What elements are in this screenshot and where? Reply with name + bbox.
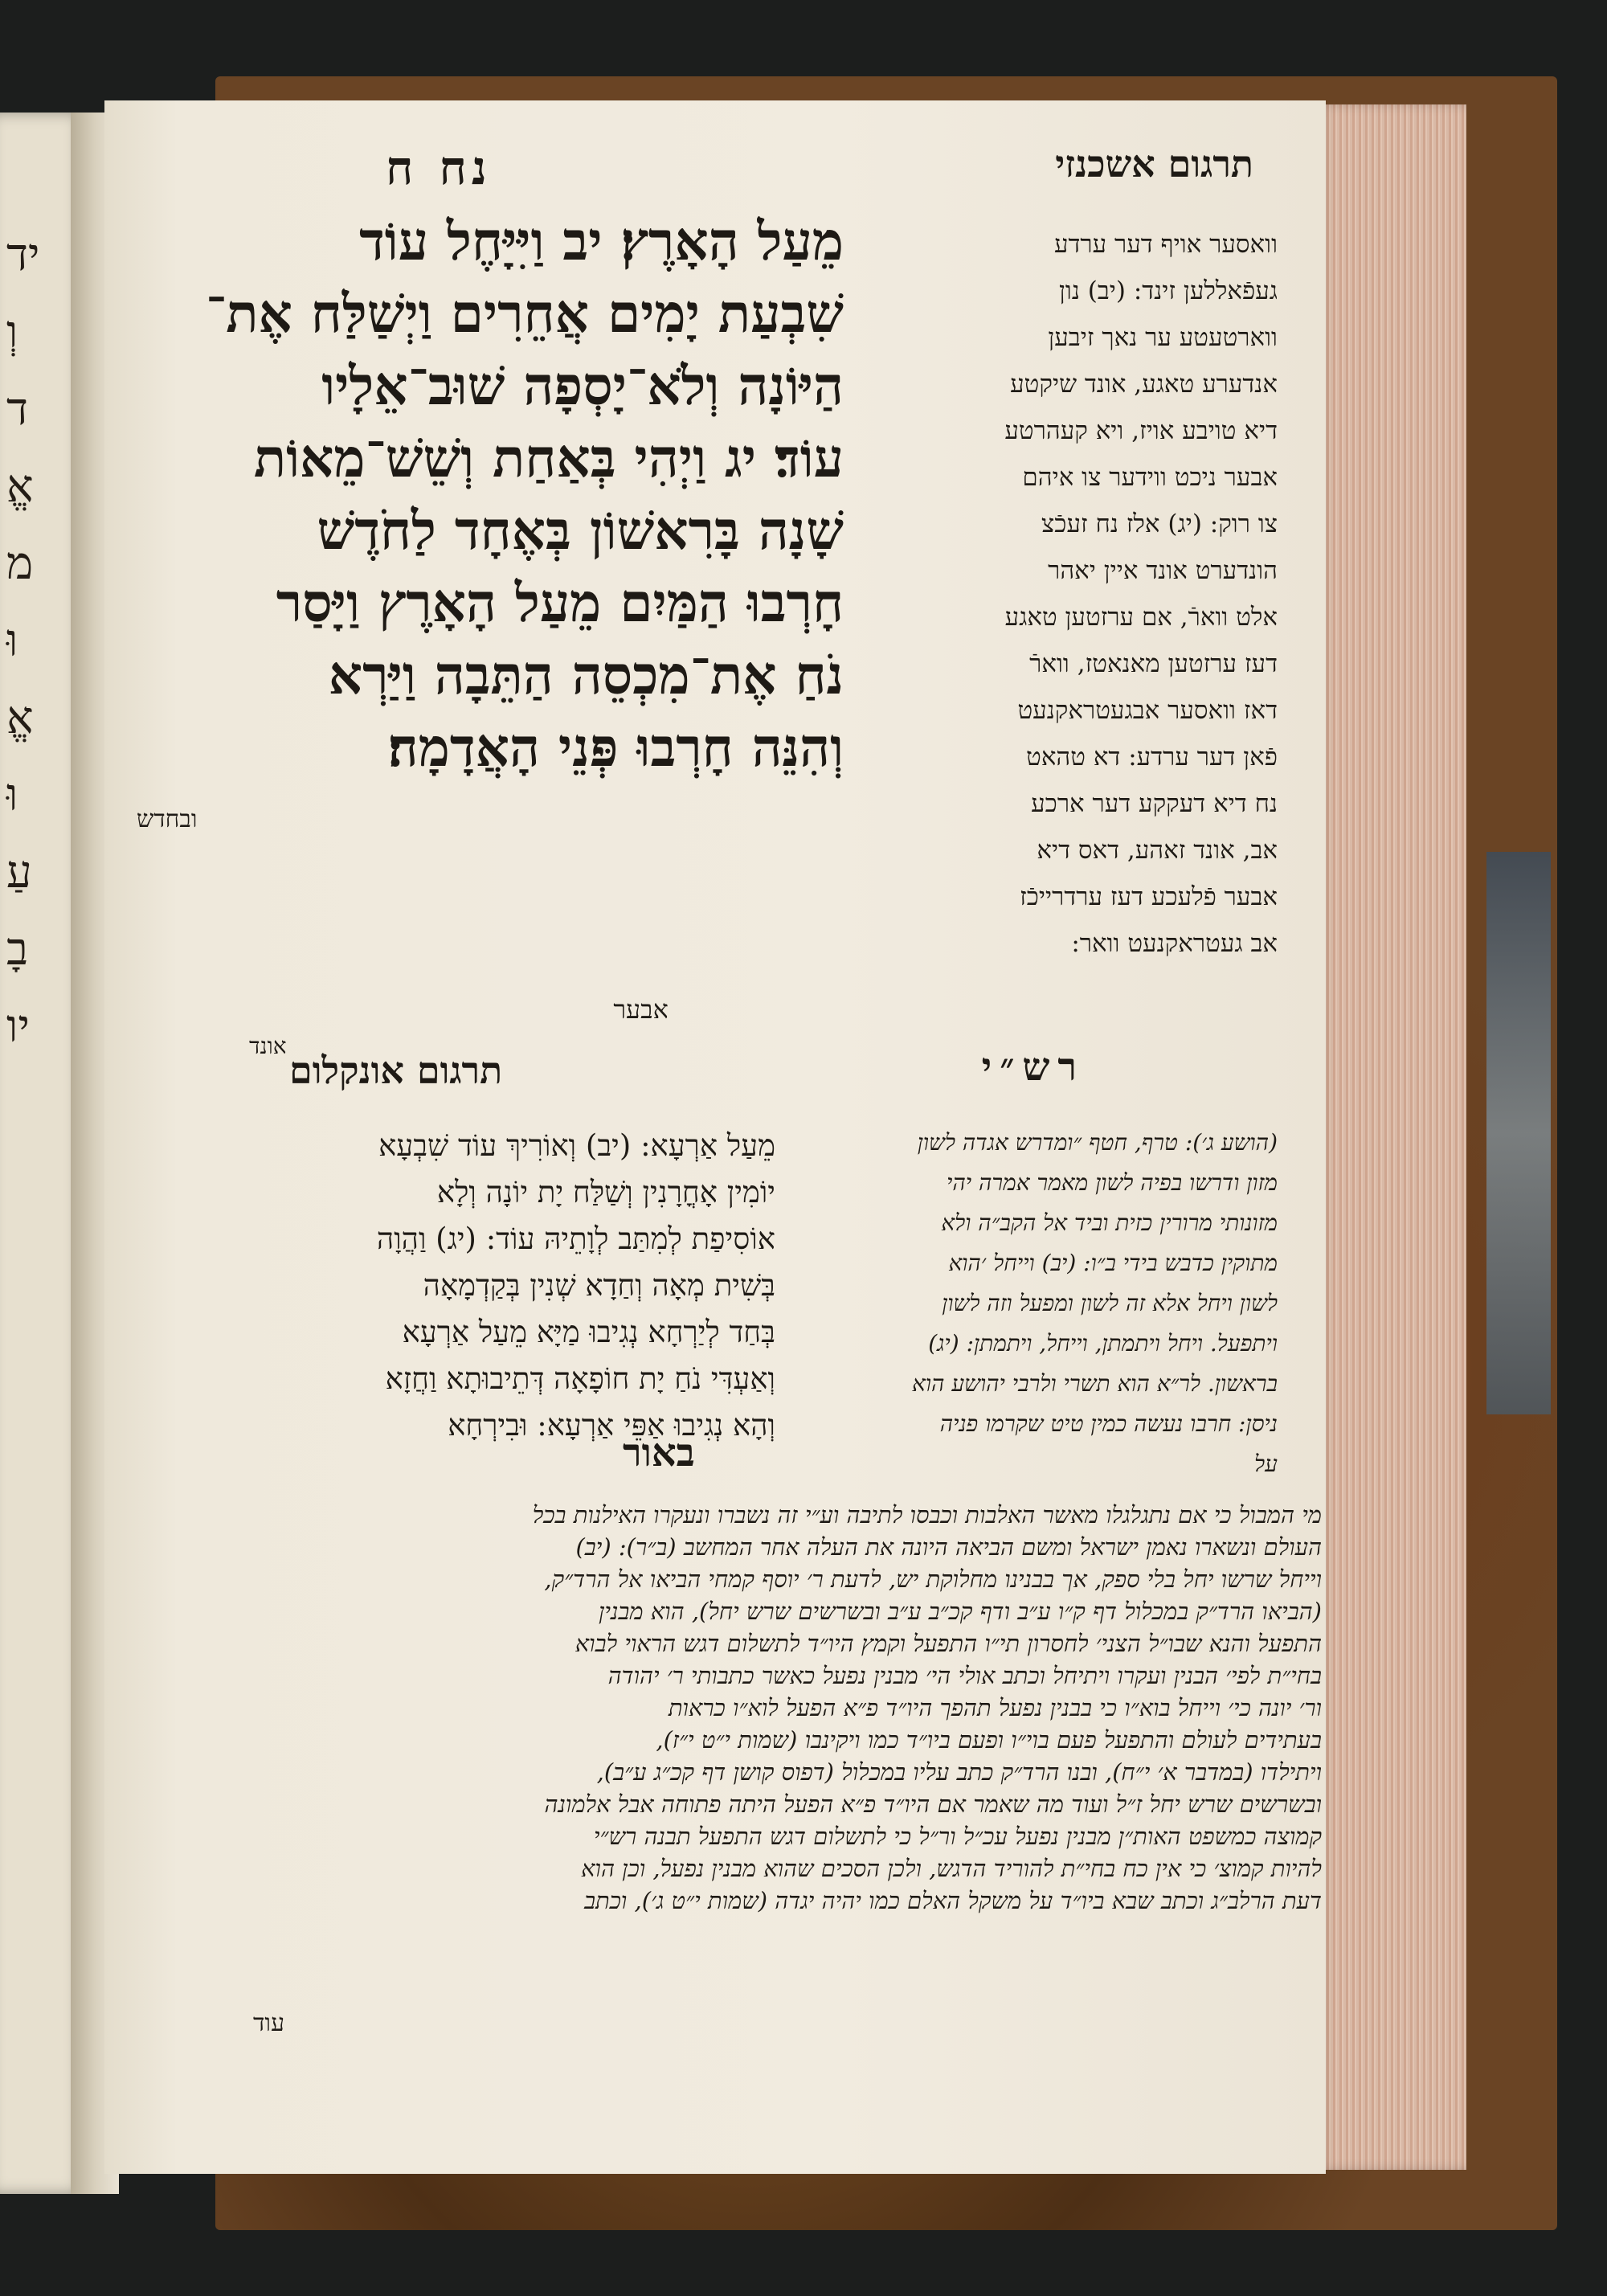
translation-line: דאז וואסער אבגעטראקנעט	[1017, 696, 1278, 725]
biur-line: (הביאו הרד״ק במכלול דף ק״ו ע״ב ודף קכ״ב ע״ב ובשרשים שרש יחל), הוא מבנין	[598, 1598, 1322, 1625]
rashi-commentary	[779, 1123, 1278, 1484]
onkelos-heading: תרגום אונקלום	[289, 1049, 503, 1092]
verse-line: נֹחַ אֶת־מִכְסֵה הַתֵּבָה וַיַּרְא	[328, 644, 844, 706]
rashi-line: על	[1254, 1451, 1278, 1477]
running-head-chapter: נח ח	[386, 141, 492, 195]
translation-line: אב, אונד זאהע, דאס דיא	[1037, 836, 1278, 865]
biur-line: דעת הרלב״ג וכתב שבא ביו״ד על משקל האלם כמו יהיה יגדה (שמות י״ט ג׳), וכתב	[584, 1887, 1322, 1914]
left-fragment: יד	[6, 229, 40, 281]
verse-line: עוֹד׃ יג וַיְהִי בְּאַחַת וְשֵׁשׁ־מֵאוֹת	[253, 427, 844, 489]
running-head-title: תרגום אשכנזי	[1055, 142, 1253, 186]
translation-line: אבער פֿלעכע דעז ערדרייכֿז	[1020, 882, 1278, 911]
rashi-heading: רש״י	[981, 1045, 1085, 1090]
rashi-line: מזונותי מרורין כזית וביד אל הקב״ה ולא	[941, 1209, 1278, 1236]
biur-line: וייחל שרשו יחל בלי ספק, אך בבנינו מחלוקת יש, לדעת ר׳ יוסף קמחי הביאו אל הרד״ק,	[544, 1565, 1322, 1593]
left-fragment: ד	[6, 383, 28, 436]
rashi-line: (הושע ג׳): טרף, חטף ״ומדרש אגדה לשון	[917, 1129, 1278, 1156]
biur-commentary	[165, 1499, 1322, 1917]
right-page	[104, 100, 1326, 2174]
translation-line: צו רוק: (יג) אלז נח זעכֿצ	[1041, 510, 1278, 538]
verse-line: וְהִנֵּה חָרְבוּ פְּנֵי הָאֲדָמָה׃	[387, 716, 844, 779]
translation-line: דיא טויבע אויז, ויא קעהרטע	[1004, 416, 1278, 445]
left-fragment: אֱ	[6, 692, 34, 744]
verse-catchword: ובחדש	[137, 805, 198, 833]
translation-line: הונדערט אונד איין יאהר	[1048, 556, 1278, 585]
rashi-line: מתוקין כדבש בידי ב״ו: (יב) וייחל ׳הוא	[948, 1250, 1278, 1276]
onkelos-line: וְהָא נְגִיבוּ אַפֵּי אַרְעָא: וּבִירְחָא	[448, 1408, 775, 1443]
biur-line: קמוצה כמשפט האות״ן מבנין נפעל עכ״ל ור״ל כי לתשלום דגש התפעל תבנה רש״י	[593, 1823, 1322, 1850]
onkelos-line: וְאַעְדִּי נֹחַ יָת חוֹפָאָה דְּתֵיבוּתָא וַחֲזָא	[385, 1361, 775, 1396]
left-page-text	[6, 217, 71, 1066]
onkelos-line: אוֹסִיפַת לְמִתַּב לְוָתֵיהּ עוֹד: (יג) וַהֲוָה	[376, 1222, 775, 1256]
biur-line: ור׳ יונה כי׳ וייחל בוא״ו כי בבנין נפעל תהפך היו״ד פ״א הפעל לוא״ו כראות	[668, 1694, 1322, 1721]
left-fragment: יו	[6, 1001, 31, 1053]
left-fragment: עַ	[6, 846, 32, 898]
translation-line: אב געטראקנעט וואר:	[1071, 929, 1278, 958]
biur-heading: באור	[623, 1430, 695, 1475]
onkelos-text	[165, 1123, 775, 1449]
german-translation-column	[860, 221, 1278, 967]
left-fragment: אֱ	[6, 460, 34, 513]
verse-line: שִׁבְעַת יָמִים אֲחֵרִים וַיְשַׁלַּח אֶת־	[205, 282, 844, 345]
hebrew-verse-text	[137, 205, 844, 856]
translation-line: אלט ווארֿ, אם ערזטען טאגע	[1004, 603, 1278, 632]
biur-line: מי המבול כי אם נתגלגלו מאשר האלבות וכבסו לתיבה וע״י זה נשברו ונעקרו האילנות בכל	[532, 1501, 1322, 1529]
onkelos-line: מֵעַל אַרְעָא: (יב) וְאוֹרִיךְ עוֹד שִׁבְעָא	[378, 1128, 775, 1163]
left-fragment: וְ	[6, 306, 18, 358]
translation-line: נח דיא דעקקע דער ארכע	[1031, 789, 1278, 818]
rashi-line: ניסן: חרבו נעשה כמין טיט שקרמו פניה	[939, 1410, 1278, 1437]
rashi-line: בראשון. לר״א הוא תשרי ולרבי יהושע הוא	[912, 1370, 1278, 1397]
translation-line: דעז ערזטען מאנאטז, ווארֿ	[1029, 649, 1278, 678]
left-fragment: מ	[6, 538, 34, 590]
rashi-line: ויתפעל. ויחל ויתמתן, וייחל, ויתמתן: (יג)	[928, 1330, 1278, 1357]
marbled-edge	[1486, 852, 1551, 1414]
translation-line: אבער ניכט ווידער צו איהם	[1022, 463, 1278, 492]
page-fore-edge	[1318, 104, 1466, 2170]
page-catchword: עוד	[253, 2009, 285, 2037]
separator-mid: אבער	[613, 994, 669, 1025]
rashi-line: לשון ויחל אלא זה לשון ומפעל וזה לשון	[942, 1290, 1278, 1316]
verse-line: הַיּוֹנָה וְלֹא־יָסְפָה שׁוּב־אֵלָיו	[321, 354, 844, 417]
section-separator	[185, 994, 1278, 1025]
left-fragment: וּ	[6, 615, 18, 667]
onkelos-catchword: אונד	[249, 1033, 287, 1059]
translation-line: אנדערע טאגע, אונד שיקטע	[1010, 370, 1278, 399]
translation-line: ווארטעטע ער נאך זיבען	[1048, 323, 1278, 352]
biur-line: בעתידים לעולם והתפעל פעם בוי״ו ופעם ביו״ד כמו ויקינבו (שמות י״ט י״ז),	[656, 1726, 1322, 1754]
biur-line: ויתילדו (במדבר א׳ י״ח), ובנו הרד״ק כתב עליו במכלול (דפוס קושן דף קכ״ג ע״ב),	[596, 1758, 1322, 1786]
translation-line: געפֿאללען זינד: (יב) נון	[1058, 276, 1278, 305]
translation-line: וואסער אויף דער ערדע	[1053, 230, 1278, 259]
left-fragment: בָ	[6, 923, 28, 976]
verse-line: מֵעַל הָאָרֶץ׃ יב וַיִּיָּחֶל עוֹד	[359, 210, 844, 272]
biur-line: התפעל והנא שבו״ל הצני׳ לחסרון תי״ו התפעל וקמץ היו״ד לתשלום דגש הראוי לבוא	[575, 1630, 1322, 1657]
onkelos-line: יוֹמִין אָחֳרָנִין וְשַׁלַּח יָת יוֹנָה וְלָא	[436, 1175, 775, 1209]
rashi-line: מזון ודרשו בפיה לשון מאמר אמרה יהי	[946, 1169, 1278, 1196]
biur-line: להיות קמוצ׳ כי אין כח בחי״ת להוריד הדגש, ולכן הסכים שהוא מבנין נפעל, וכן הוא	[581, 1855, 1322, 1882]
biur-line: ובשרשים שרש יחל ז״ל ועוד מה שאמר אם היו״ד פ״א הפעל היתה פתוחה אבל אלמונה	[544, 1791, 1322, 1818]
biur-line: בחי״ת לפי׳ הבנין ועקרו ויתיחל וכתב אולי הי׳ מבנין נפעל כאשר כתבותי ר׳ יהודה	[607, 1662, 1322, 1689]
left-fragment: וּ	[6, 769, 18, 821]
biur-line: העולם ונשארו נאמן ישראל ומשם הביאה היונה את העלה אחר המחשב (ב״ר): (יב)	[575, 1533, 1322, 1561]
verse-line: שָׁנָה בָּרִאשׁוֹן בְּאֶחָד לַחֹדֶשׁ	[317, 499, 844, 562]
verse-line: חָרְבוּ הַמַּיִם מֵעַל הָאָרֶץ וַיָּסַר	[276, 571, 844, 634]
onkelos-line: בְּחַד לְיַרְחָא נְגִיבוּ מַיָּא מֵעַל אַרְעָא	[402, 1315, 775, 1349]
onkelos-line: בְּשִׁית מְאָה וְחַדָא שְׁנִין בְּקַדְמָאָה	[423, 1268, 775, 1303]
translation-line: פֿאן דער ערדע: דא טהאט	[1026, 743, 1278, 771]
